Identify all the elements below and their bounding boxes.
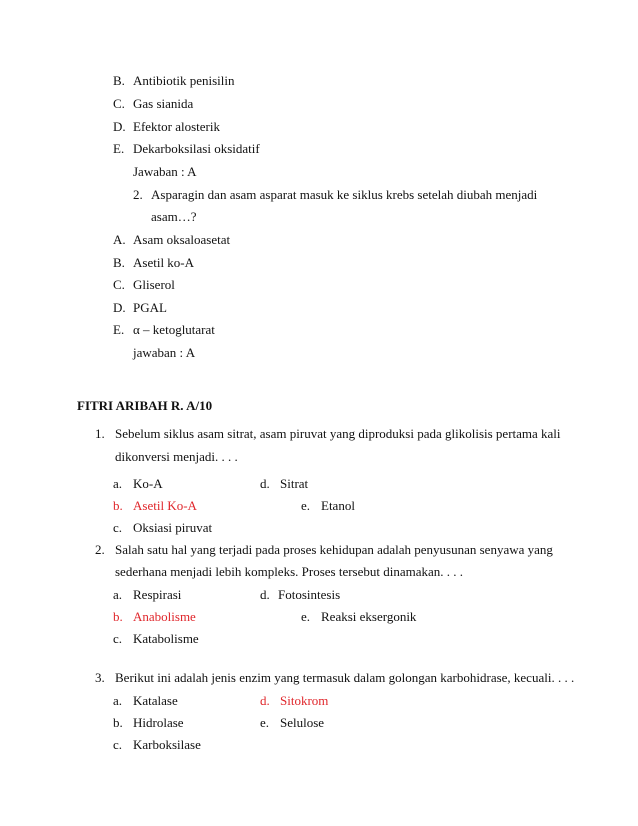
q3-option-e: e. Selulose xyxy=(260,715,325,730)
q3-option-a: a. Katalase xyxy=(113,693,178,708)
q2prev-option-c: C. Gliserol xyxy=(113,277,175,292)
q2-option-b-correct: b. Anabolisme xyxy=(113,609,196,624)
q1-line2: dikonversi menjadi. . . . xyxy=(115,449,238,464)
prev-option-e: E. Dekarboksilasi oksidatif xyxy=(113,141,260,156)
q1-option-a: a. Ko-A xyxy=(113,476,163,491)
q1-option-b-correct: b. Asetil Ko-A xyxy=(113,498,197,513)
q2prev-option-d: D. PGAL xyxy=(113,300,167,315)
q2-option-d: d. Fotosintesis xyxy=(260,587,341,602)
q2prev-line2: asam…? xyxy=(151,209,197,224)
q3-option-b: b. Hidrolase xyxy=(113,715,184,730)
prev-option-b: B. Antibiotik penisilin xyxy=(113,73,235,88)
q2prev-line1: 2. Asparagin dan asam asparat masuk ke siklus krebs setelah diubah menjadi xyxy=(133,187,538,202)
q2-line2: sederhana menjadi lebih kompleks. Proses tersebut dinamakan. . . . xyxy=(115,564,464,579)
prev-option-d: D. Efektor alosterik xyxy=(113,119,220,134)
q1-option-d: d. Sitrat xyxy=(260,476,309,491)
q1-option-e: e. Etanol xyxy=(301,498,355,513)
q2-option-a: a. Respirasi xyxy=(113,587,182,602)
q2-option-e: e. Reaksi eksergonik xyxy=(301,609,417,624)
q3-line1: 3. Berikut ini adalah jenis enzim yang termasuk dalam golongan karbohidrase, kecuali. . . . xyxy=(95,670,575,685)
q2prev-option-e: E. α – ketoglutarat xyxy=(113,322,215,337)
q3-option-c: c. Karboksilase xyxy=(113,737,201,752)
q3-option-d-correct: d. Sitokrom xyxy=(260,693,329,708)
q2prev-option-b: B. Asetil ko-A xyxy=(113,255,195,270)
prev-answer: Jawaban : A xyxy=(133,164,197,179)
prev-option-c: C. Gas sianida xyxy=(113,96,194,111)
q2prev-option-a: A. Asam oksaloasetat xyxy=(113,232,231,247)
q1-line1: 1. Sebelum siklus asam sitrat, asam piruvat yang diproduksi pada glikolisis pertama kali xyxy=(95,426,561,441)
q2-option-c: c. Katabolisme xyxy=(113,631,199,646)
q2-line1: 2. Salah satu hal yang terjadi pada proses kehidupan adalah penyusunan senyawa yang xyxy=(95,542,553,557)
section-title: FITRI ARIBAH R. A/10 xyxy=(77,398,213,413)
q1-option-c: c. Oksiasi piruvat xyxy=(113,520,213,535)
q2prev-answer: jawaban : A xyxy=(133,345,196,360)
